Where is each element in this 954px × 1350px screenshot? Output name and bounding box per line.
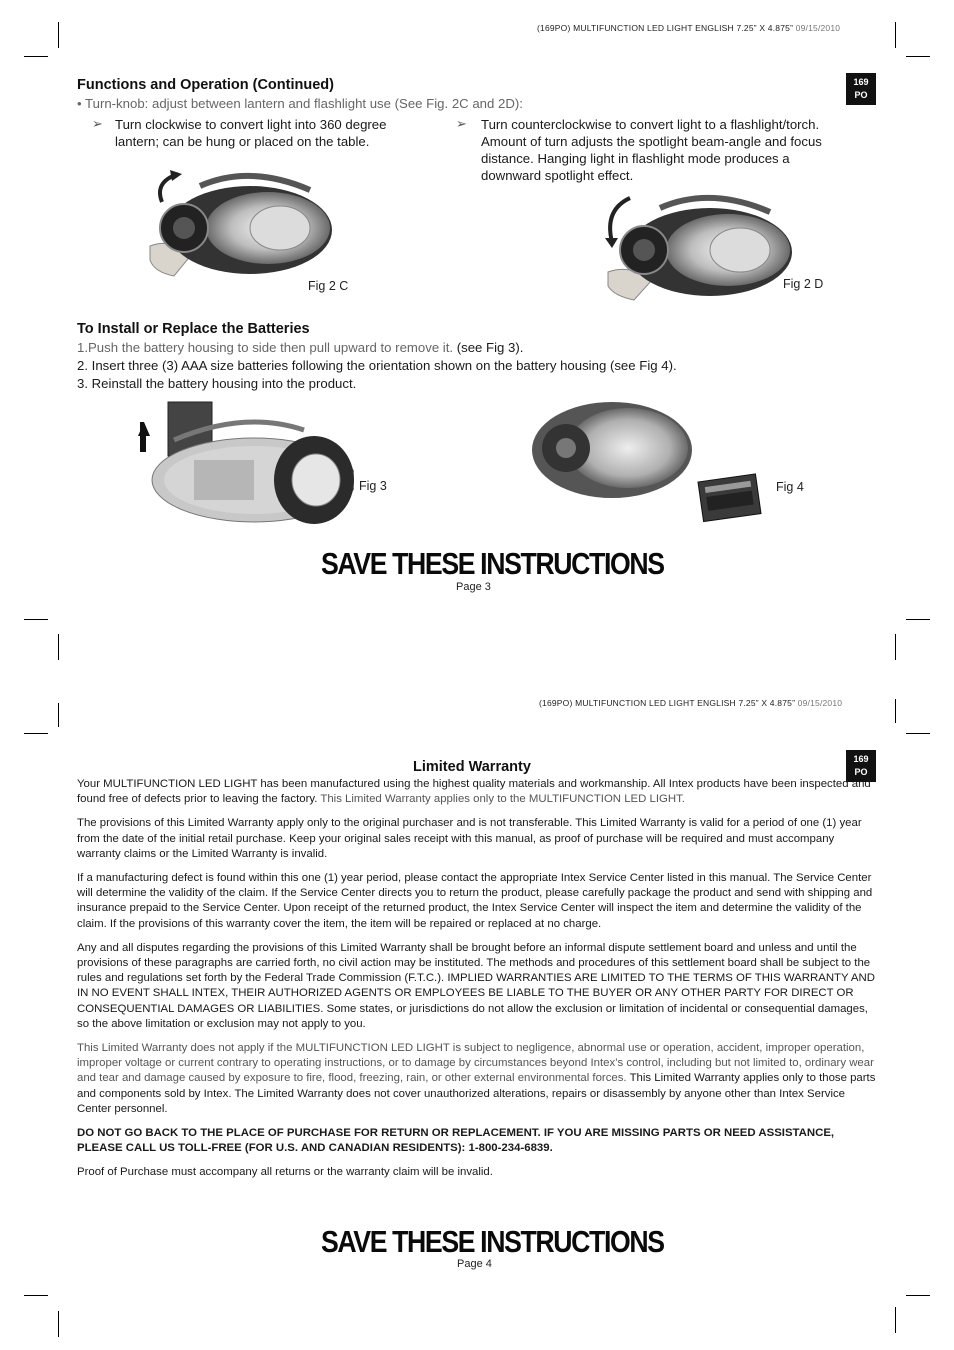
warranty-paragraph-2: The provisions of this Limited Warranty apply only to the original purchaser and is not transferable. This Limited Warranty is valid for a period of one (1) year from the date of the initial retail purchase. Keep your original sales receipt with this manual, as proof of purchase will be required and must accompany warranty claims or the Limited Warranty is invalid. — [77, 817, 862, 860]
crop-mark — [24, 733, 48, 734]
proof-of-purchase-text: Proof of Purchase must accompany all returns or the warranty claim will be invalid. — [77, 1166, 493, 1179]
parts-coverage-text: This Limited Warranty applies only to those parts and components sold by Intex. The Limited Warranty does not cover unauthorized alterations, repairs or disassembly by anyone other than Intex Service Center personnel. — [77, 1072, 876, 1115]
header-doc-info: (169PO) MULTIFUNCTION LED LIGHT ENGLISH 7.25” X 4.875” — [537, 23, 794, 33]
save-instructions-heading: SAVE THESE INSTRUCTIONS — [321, 1224, 664, 1259]
crop-mark — [906, 733, 930, 734]
exclusions-text: This Limited Warranty does not apply if the MULTIFUNCTION LED LIGHT is subject to negligence, abnormal use or operation, accident, improper operation, improper voltage or current contrary to operating instructions, or to damage by circumstances beyond Intex’s control, including but not limited to, ordinary wear and tear and damage caused by exposure to fire, flood, freezing, rain, or other external environmental forces. — [77, 1042, 874, 1085]
page3-badge — [846, 73, 876, 105]
arrow-bullet-icon: ➢ — [456, 116, 467, 131]
left-instruction — [92, 116, 432, 150]
crop-mark — [895, 699, 896, 723]
page4-header — [539, 698, 842, 708]
badge-code: 169 — [853, 77, 869, 87]
right-line: Amount of turn adjusts the spotlight beam-angle and focus — [481, 134, 822, 149]
step-1-text: 1.Push the battery housing to side then pull upward to remove it. — [77, 340, 454, 355]
save-instructions-heading: SAVE THESE INSTRUCTIONS — [321, 546, 664, 581]
left-line: lantern; can be hung or placed on the table. — [115, 134, 370, 149]
badge-lang: PO — [854, 90, 868, 100]
crop-mark — [895, 1307, 896, 1333]
warranty-scope: This Limited Warranty applies only to the MULTIFUNCTION LED LIGHT. — [317, 793, 685, 806]
crop-mark — [24, 1295, 48, 1296]
crop-mark — [906, 56, 930, 57]
warranty-inspection: All Intex products have been inspected and found free of defects prior to leaving the factory. — [77, 778, 871, 806]
battery-orientation-illustration — [530, 398, 765, 530]
badge-lang: PO — [854, 767, 868, 777]
arrow-bullet-icon: ➢ — [92, 116, 103, 131]
crop-mark — [895, 22, 896, 48]
lantern-counterclockwise-illustration — [600, 190, 800, 302]
page-number: Page 4 — [457, 1258, 492, 1270]
warranty-contact-notice: DO NOT GO BACK TO THE PLACE OF PURCHASE FOR RETURN OR REPLACEMENT. IF YOU ARE MISSING PARTS OR NEED ASSISTANCE, PLEASE CALL US TOLL-FREE (FOR U.S. AND CANADIAN RESIDENTS): 1-800-234-6839. — [77, 1127, 835, 1155]
warranty-paragraph-1 — [77, 777, 877, 807]
badge-code: 169 — [853, 754, 869, 764]
right-line: downward spotlight effect. — [481, 168, 634, 183]
warranty-body — [77, 777, 877, 1181]
fig-3-label: Fig 3 — [359, 479, 387, 493]
page-number: Page 3 — [456, 581, 491, 593]
crop-mark — [24, 56, 48, 57]
section-title: Functions and Operation (Continued) — [77, 77, 334, 93]
fig-2d-label: Fig 2 D — [783, 277, 824, 291]
right-line: Turn counterclockwise to convert light to a flashlight/torch. — [481, 117, 820, 132]
crop-mark — [895, 634, 896, 660]
page3-header — [537, 23, 840, 33]
turn-knob-text: • Turn-knob: adjust between lantern and flashlight use (See Fig. 2C and 2D): — [77, 96, 523, 111]
left-line: Turn clockwise to convert light into 360 degree — [115, 117, 387, 132]
step-1-reference: (see Fig 3). — [453, 340, 524, 355]
battery-step-1 — [77, 339, 523, 356]
right-instruction — [456, 116, 876, 184]
warranty-title: Limited Warranty — [413, 759, 531, 775]
fig-2c-label: Fig 2 C — [308, 279, 349, 293]
battery-step-2: 2. Insert three (3) AAA size batteries following the orientation shown on the battery housing (see Fig 4). — [77, 358, 677, 373]
crop-mark — [906, 619, 930, 620]
crop-mark — [58, 1311, 59, 1337]
crop-mark — [24, 619, 48, 620]
crop-mark — [906, 1295, 930, 1296]
header-date: 09/15/2010 — [797, 698, 843, 708]
warranty-paragraph-5 — [77, 1041, 877, 1117]
crop-mark — [58, 22, 59, 48]
right-line: distance. Hanging light in flashlight mode produces a — [481, 151, 790, 166]
battery-removal-illustration — [134, 400, 354, 530]
warranty-intro: Your MULTIFUNCTION LED LIGHT has been manufactured using the highest quality materials and workmanship. — [77, 778, 651, 790]
crop-mark — [58, 634, 59, 660]
fig-4-label: Fig 4 — [776, 480, 804, 494]
header-date: 09/15/2010 — [795, 23, 841, 33]
crop-mark — [58, 703, 59, 727]
warranty-paragraph-4: Any and all disputes regarding the provisions of this Limited Warranty shall be brought before an informal dispute settlement board and unless and until the provisions of these paragraphs are carried forth, no civil action may be instituted. The methods and procedures of this settlement board shall be subject to the rules and regulations set forth by the Federal Trade Commission (F.T.C.). IMPLIED WARRANTIES ARE LIMITED TO THE TERMS OF THIS WARRANTY AND IN NO EVENT SHALL INTEX, THEIR AUTHORIZED AGENTS OR EMPLOYEES BE LIABLE TO THE BUYER OR ANY OTHER PARTY FOR DIRECT OR CONSEQUENTIAL DAMAGES OR LIABILITIES. Some states, or jurisdictions do not allow the exclusion or limitation of incidental or consequential damages, so the above limitation or exclusion may not apply to you. — [77, 941, 875, 1030]
batteries-title: To Install or Replace the Batteries — [77, 321, 310, 337]
header-doc-info: (169PO) MULTIFUNCTION LED LIGHT ENGLISH 7.25” X 4.875” — [539, 698, 796, 708]
battery-step-3: 3. Reinstall the battery housing into the product. — [77, 376, 357, 391]
warranty-paragraph-3: If a manufacturing defect is found within this one (1) year period, please contact the appropriate Intex Service Center listed in this manual. The Service Center will determine the validity of the claim. If the Service Center directs you to return the product, please carefully package the product and send with shipping and insurance prepaid to the Service Center. Upon receipt of the returned product, the Intex Service Center will inspect the item and determine the validity of the claim. If the provisions of this warranty cover the item, the item will be repaired or replaced at no charge. — [77, 872, 873, 930]
lantern-clockwise-illustration — [140, 168, 340, 280]
